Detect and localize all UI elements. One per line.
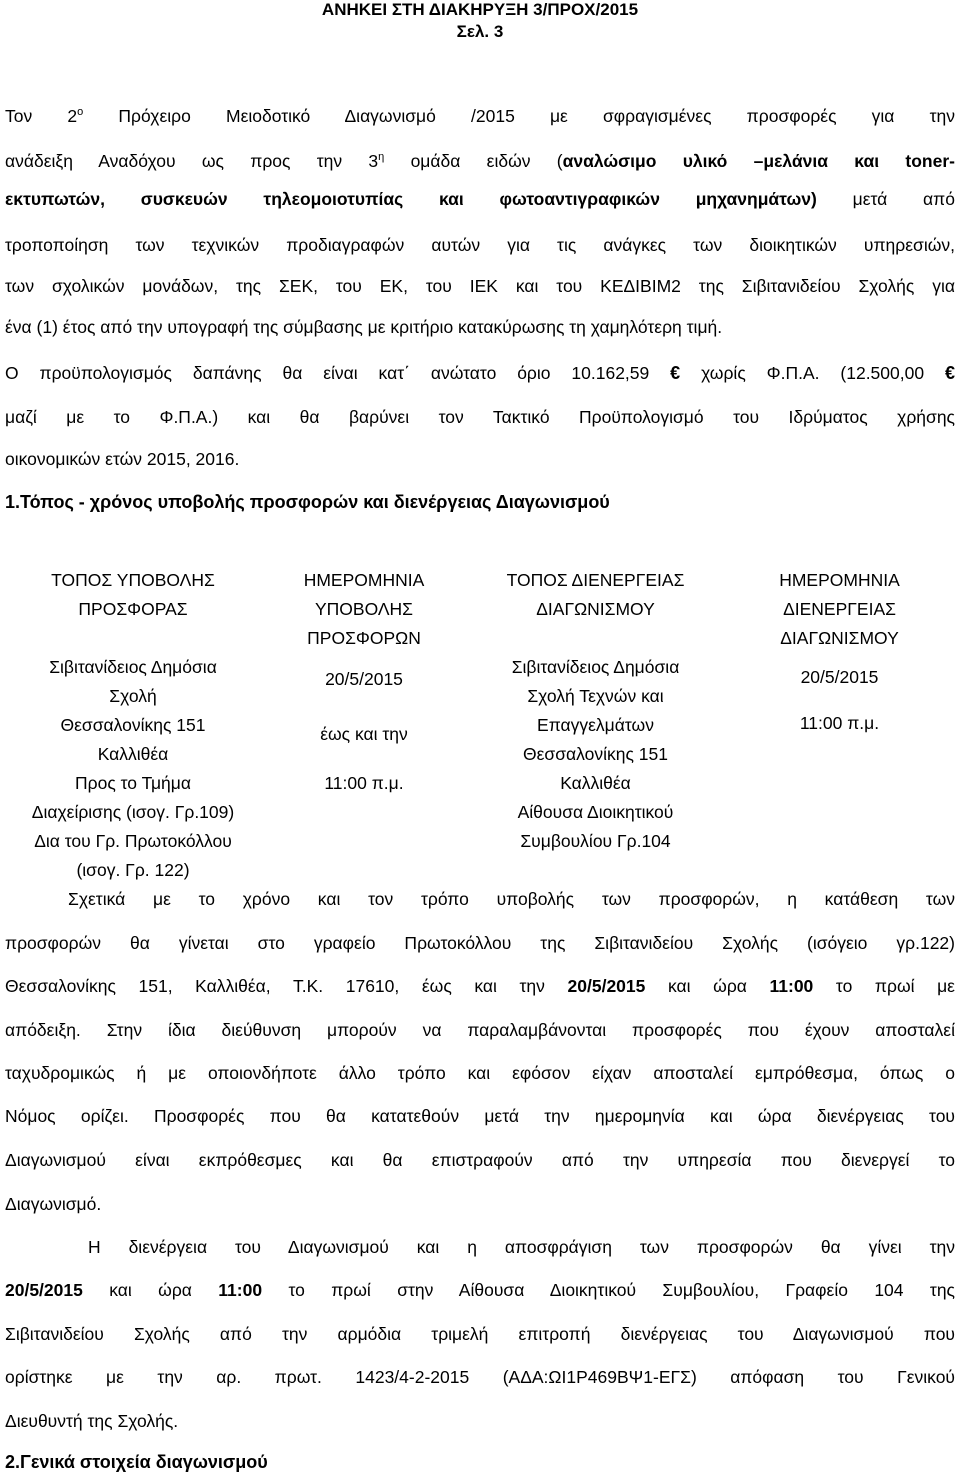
cell-line: Σιβιτανίδειος Δημόσια bbox=[49, 657, 217, 677]
intro-line-2: ανάδειξη Αναδόχου ως προς την $3^\eta$ ομάδα ειδών (αναλώσιμο υλικό –μελάνια και toner- bbox=[5, 150, 955, 171]
cell-line: Σχολή Τεχνών και bbox=[527, 686, 664, 706]
col-procedure-place bbox=[467, 566, 724, 856]
cell-line: Διαχείρισης (ισογ. Γρ.109) bbox=[31, 802, 235, 822]
cell-line: Θεσσαλονίκης 151 bbox=[523, 744, 668, 764]
para2-line-8: Διαγωνισμό. bbox=[5, 1194, 102, 1214]
para3-line-1: Η διενέργεια του Διαγωνισμού και η αποσφράγιση των προσφορών θα γίνει την bbox=[88, 1237, 955, 1257]
intro-line-5: των σχολικών μονάδων, της ΣΕΚ, του ΕΚ, του ΙΕΚ και του ΚΕΔΙΒΙΜ2 της Σιβιτανιδείου Σχολής για bbox=[5, 276, 955, 296]
intro-line-6: ένα (1) έτος από την υπογραφή της σύμβασης με κριτήριο κατακύρωσης τη χαμηλότερη τιμή. bbox=[5, 317, 723, 337]
cell-line: Καλλιθέα bbox=[560, 773, 631, 793]
document-header: ΑΝΗΚΕΙ ΣΤΗ ΔΙΑΚΗΡΥΞΗ 3/ΠΡΟΧ/2015 bbox=[321, 0, 639, 19]
para2-line-1: Σχετικά με το χρόνο και τον τρόπο υποβολής των προσφορών, η κατάθεση των bbox=[68, 889, 955, 909]
para2-line-7: Διαγωνισμού είναι εκπρόθεσμες και θα επιστραφούν από την υπηρεσία που διενεργεί το bbox=[5, 1150, 955, 1170]
para2-line-4: απόδειξη. Στην ίδια διεύθυνση μπορούν να παραλαμβάνονται προσφορές που έχουν αποσταλεί bbox=[5, 1020, 955, 1040]
para2-line-2: προσφορών θα γίνεται στο γραφείο Πρωτοκόλλου της Σιβιτανιδείου Σχολής (ισόγειο γρ.122) bbox=[5, 933, 955, 953]
col-submission-date bbox=[261, 566, 467, 798]
page-number: Σελ. 3 bbox=[456, 22, 504, 41]
cell-line: Συμβουλίου Γρ.104 bbox=[520, 831, 671, 851]
para2-line-3: Θεσσαλονίκης 151, Καλλιθέα, Τ.Κ. 17610, έως και την 20/5/2015 και ώρα 11:00 το πρωί με bbox=[5, 976, 955, 996]
cell-line: Προς το Τμήμα bbox=[75, 773, 191, 793]
col-header-line: ΗΜΕΡΟΜΗΝΙΑ bbox=[779, 570, 900, 590]
col-header-line: ΠΡΟΣΦΟΡΑΣ bbox=[78, 599, 188, 619]
para2-line-6: Νόμος ορίζει. Προσφορές που θα κατατεθούν μετά την ημερομηνία και ώρα διενέργειας του bbox=[5, 1106, 955, 1126]
col-header-line: ΥΠΟΒΟΛΗΣ bbox=[314, 599, 414, 619]
para3-line-4: ορίστηκε με την αρ. πρωτ. 1423/4-2-2015 (ΑΔΑ:ΩΙ1Ρ469ΒΨ1-ΕΓΣ) απόφαση του Γενικού bbox=[5, 1367, 955, 1387]
intro-line-7: Ο προϋπολογισμός δαπάνης θα είναι κατ΄ ανώτατο όριο 10.162,59 € χωρίς Φ.Π.Α. (12.500,00 € bbox=[5, 363, 955, 383]
cell-line: Σχολή bbox=[109, 686, 157, 706]
intro-line-1: Τον $2^o$ Πρόχειρο Μειοδοτικό Διαγωνισμό /2015 με σφραγισμένες προσφορές για την bbox=[5, 105, 955, 126]
cell-line: 11:00 π.μ. bbox=[324, 773, 404, 793]
euro-icon: € bbox=[944, 363, 955, 383]
col-submission-place bbox=[5, 566, 261, 885]
cell-line: 11:00 π.μ. bbox=[799, 713, 880, 733]
col-header-line: ΗΜΕΡΟΜΗΝΙΑ bbox=[303, 570, 425, 590]
cell-line: Δια του Γρ. Πρωτοκόλλου bbox=[34, 831, 232, 851]
cell-line: Καλλιθέα bbox=[97, 744, 169, 764]
col-procedure-date bbox=[724, 566, 955, 738]
cell-line: Επαγγελμάτων bbox=[537, 715, 654, 735]
cell-line: Θεσσαλονίκης 151 bbox=[60, 715, 206, 735]
cell-line: 20/5/2015 bbox=[325, 669, 403, 689]
cell-line: 20/5/2015 bbox=[800, 667, 879, 687]
section-2-heading: 2.Γενικά στοιχεία διαγωνισμού bbox=[5, 1452, 268, 1472]
intro-line-8: μαζί με το Φ.Π.Α.) και θα βαρύνει τον Τακτικό Προϋπολογισμό του Ιδρύματος χρήσης bbox=[5, 407, 955, 427]
cell-line: Αίθουσα Διοικητικού bbox=[517, 802, 674, 822]
cell-line: έως και την bbox=[320, 724, 408, 744]
col-header-line: ΠΡΟΣΦΟΡΩΝ bbox=[307, 628, 421, 648]
para3-line-3: Σιβιτανιδείου Σχολής από την αρμόδια τριμελή επιτροπή διενέργειας του Διαγωνισμού που bbox=[5, 1324, 955, 1344]
col-header-line: ΤΟΠΟΣ ΔΙΕΝΕΡΓΕΙΑΣ bbox=[506, 570, 685, 590]
col-header-line: ΔΙΑΓΩΝΙΣΜΟΥ bbox=[780, 628, 899, 648]
para3-line-5: Διευθυντή της Σχολής. bbox=[5, 1411, 179, 1431]
section-1-heading: 1.Τόπος - χρόνος υποβολής προσφορών και διενέργειας Διαγωνισμού bbox=[5, 492, 610, 512]
cell-line: Σιβιτανίδειος Δημόσια bbox=[511, 657, 680, 677]
col-header-line: ΤΟΠΟΣ ΥΠΟΒΟΛΗΣ bbox=[51, 570, 215, 590]
col-header-line: ΔΙΕΝΕΡΓΕΙΑΣ bbox=[783, 599, 896, 619]
para3-line-2: 20/5/2015 και ώρα 11:00 το πρωί στην Αίθουσα Διοικητικού Συμβουλίου, Γραφείο 104 της bbox=[5, 1280, 955, 1300]
submission-table bbox=[5, 562, 955, 880]
euro-icon: € bbox=[670, 363, 681, 383]
col-header-line: ΔΙΑΓΩΝΙΣΜΟΥ bbox=[536, 599, 655, 619]
intro-line-9: οικονομικών ετών 2015, 2016. bbox=[5, 449, 240, 469]
cell-line: (ισογ. Γρ. 122) bbox=[76, 860, 190, 880]
intro-line-4: τροποποίηση των τεχνικών προδιαγραφών αυτών για τις ανάγκες των διοικητικών υπηρεσιών, bbox=[5, 235, 955, 255]
intro-line-3: εκτυπωτών, συσκευών τηλεομοιοτυπίας και φωτοαντιγραφικών μηχανημάτων) μετά από bbox=[5, 189, 955, 209]
para2-line-5: ταχυδρομικώς ή με οποιονδήποτε άλλο τρόπο και εφόσον είχαν αποσταλεί εμπρόθεσμα, όπως ο bbox=[5, 1063, 955, 1083]
